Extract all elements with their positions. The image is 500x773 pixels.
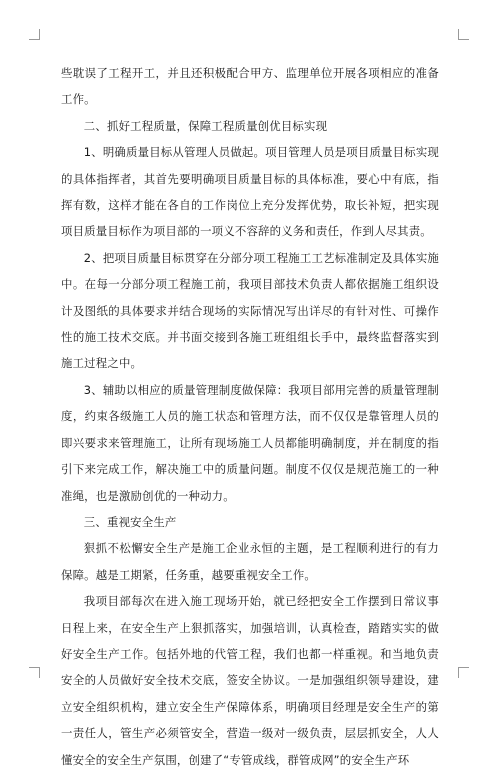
paragraph-safety-1: 狠抓不松懈安全生产是施工企业永恒的主题，是工程顺利进行的有力保障。越是工期紧，任务重，越要重视安全工作。 xyxy=(61,541,439,582)
paragraph-continued: 些耽误了工程开工，并且还积极配合甲方、监理单位开展各项相应的准备工作。 xyxy=(61,66,439,107)
paragraph-safety-2: 我项目部每次在进入施工现场开始，就已经把安全工作摆到日常议事日程上来，在安全生产上狠抓落实，加强培训，认真检查，踏踏实实的做好安全生产工作。包括外地的代管工程，我们也都一样重视。和当地负责安全的人员做好安全技术交底，签安全协议。一是加强组织领导建设，建立安全组织机构，建立安全生产保障体系，明确项目经理是安全生产的第一责任人，管生产必须管安全，营造一级对一级负责，层层抓安全，人人懂安全的安全生产氛围，创建了“专管成线，群管成网”的安全生产环 xyxy=(61,594,439,767)
section-heading-safety: 三、重视安全生产 xyxy=(83,514,177,529)
paragraph-quality-1: 1、明确质量目标从管理人员做起。项目管理人员是项目质量目标实现的具体指挥者，其首先要明确项目质量目标的具体标准，要心中有底，指挥有数，这样才能在各自的工作岗位上充分发挥优势，取长补短，把实现项目质量目标作为项目部的一项义不容辞的义务和责任，作到人尽其责。 xyxy=(61,145,439,239)
crop-mark-top-right xyxy=(458,29,469,40)
paragraph-quality-2: 2、把项目质量目标贯穿在分部分项工程施工工艺标准制定及具体实施中。在每一分部分项工程施工前，我项目部技术负责人都依据施工组织设计及图纸的具体要求并结合现场的实际情况写出详尽的有针对性、可操作性的施工技术交底。并书面交接到各施工班组组长手中，最终监督落实到施工过程之中。 xyxy=(61,250,439,371)
crop-mark-bottom-right xyxy=(458,667,469,678)
crop-mark-bottom-left xyxy=(29,667,40,678)
paragraph-quality-3: 3、辅助以相应的质量管理制度做保障：我项目部用完善的质量管理制度，约束各级施工人员的施工状态和管理方法，而不仅仅是靠管理人员的即兴要求来管理施工，让所有现场施工人员都能明确制度，并在制度的指引下来完成工作，解决施工中的质量问题。制度不仅仅是规范施工的一种准绳，也是激励创优的一种动力。 xyxy=(61,382,439,503)
document-body xyxy=(61,60,439,773)
section-heading-quality: 二、抓好工程质量，保障工程质量创优目标实现 xyxy=(83,118,328,133)
crop-mark-top-left xyxy=(29,29,40,40)
